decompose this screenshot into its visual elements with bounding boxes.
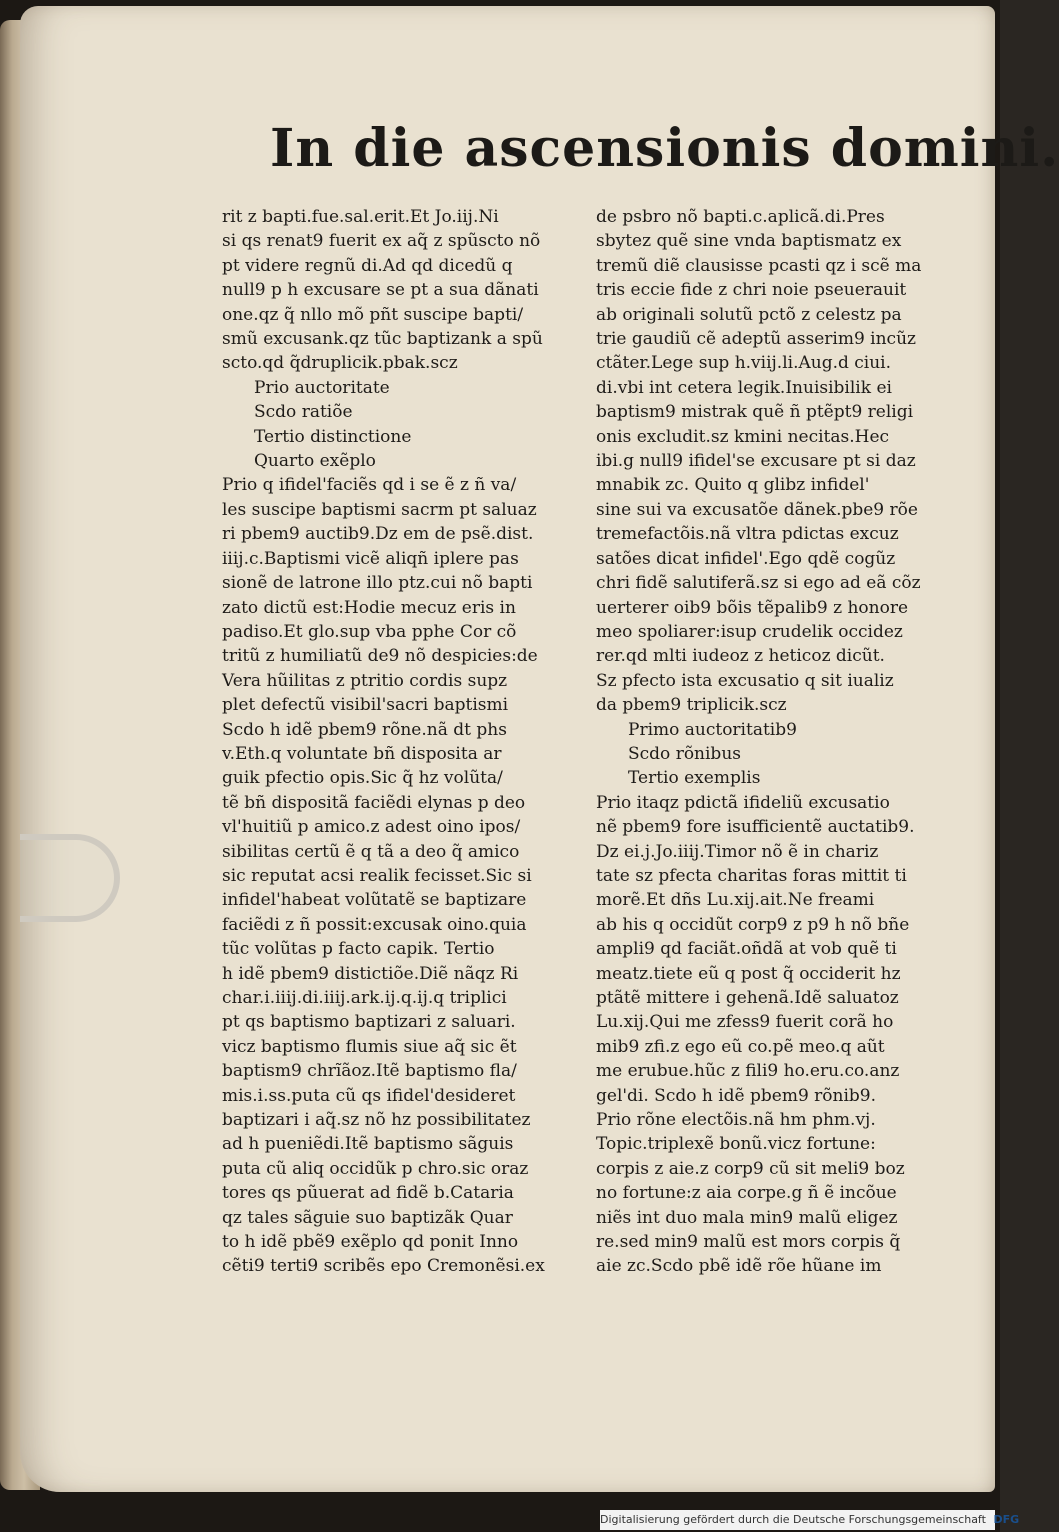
text-line: vicz baptismo flumis siue aq̃ sic ẽt xyxy=(222,1036,517,1057)
text-line: ampli9 qd faciãt.oñdã at vob quẽ ti xyxy=(596,939,897,960)
page-heading: In die ascensionis domini. xyxy=(270,118,1059,179)
text-line: smũ excusank.qz tũc baptizank a spũ xyxy=(222,329,543,350)
text-line: da pbem9 triplicik.scz xyxy=(596,695,787,716)
text-line: Scdo h idẽ pbem9 rõne.nã dt phs xyxy=(222,719,507,740)
text-line: Prio auctoritate xyxy=(254,377,390,398)
text-line: rit z bapti.fue.sal.erit.Et Jo.iij.Ni xyxy=(222,207,499,227)
text-line: morẽ.Et dñs Lu.xij.ait.Ne freami xyxy=(596,890,875,911)
text-line: me erubue.hũc z fili9 ho.eru.co.anz xyxy=(596,1061,900,1082)
text-line: zato dictũ est:Hodie mecuz eris in xyxy=(222,597,516,618)
text-line: ad h pueniẽdi.Itẽ baptismo sãguis xyxy=(222,1134,514,1155)
text-line: tores qs pũuerat ad fidẽ b.Cataria xyxy=(222,1183,514,1204)
text-line: aie zc.Scdo pbẽ idẽ rõe hũane im xyxy=(596,1256,882,1277)
text-line: infidel'habeat volũtatẽ se baptizare xyxy=(222,890,527,911)
text-line: baptism9 chrĩãoz.Itẽ baptismo fla/ xyxy=(222,1061,517,1082)
text-line: nẽ pbem9 fore isufficientẽ auctatib9. xyxy=(596,817,915,838)
text-line: Topic.triplexẽ bonũ.vicz fortune: xyxy=(596,1134,876,1155)
text-line: Tertio distinctione xyxy=(254,426,412,447)
text-line: Quarto exẽplo xyxy=(254,451,376,472)
text-line: tremũ diẽ clausisse pcasti qz i scẽ ma xyxy=(596,255,922,276)
footer-credit-text: Digitalisierung gefördert durch die Deutsche Forschungsgemeinschaft xyxy=(600,1513,986,1526)
text-line: ab his q occidũt corp9 z p9 h nõ bñe xyxy=(596,914,910,935)
text-line: Lu.xij.Qui me zfess9 fuerit corã ho xyxy=(596,1012,894,1033)
text-line: tris eccie fide z chri noie pseuerauit xyxy=(596,280,907,301)
text-line: uerterer oib9 bõis tẽpalib9 z honore xyxy=(596,597,909,618)
footer-credit-bar xyxy=(600,1510,1020,1530)
text-line: null9 p h excusare se pt a sua dãnati xyxy=(222,280,539,301)
text-line: tremefactõis.nã vltra pdictas excuz xyxy=(596,524,899,545)
text-line: Prio q ifidel'faciẽs qd i se ẽ z ñ va/ xyxy=(222,475,517,496)
text-line: ab originali solutũ pctõ z celestz pa xyxy=(596,304,902,325)
text-line: tẽ bñ dispositã faciẽdi elynas p deo xyxy=(222,792,526,813)
text-line: baptism9 mistrak quẽ ñ ptẽpt9 religi xyxy=(596,402,914,423)
text-line: Tertio exemplis xyxy=(628,768,761,789)
text-line: les suscipe baptismi sacrm pt saluaz xyxy=(222,499,537,520)
text-line: tate sz pfecta charitas foras mittit ti xyxy=(596,865,907,886)
text-line: iiij.c.Baptismi vicẽ aliqñ iplere pas xyxy=(222,548,519,569)
text-line: mnabik zc. Quito q glibz infidel' xyxy=(596,475,870,496)
text-line: puta cũ aliq occidũk p chro.sic oraz xyxy=(222,1158,529,1179)
text-line: v.Eth.q voluntate bñ disposita ar xyxy=(222,743,502,764)
text-line: Primo auctoritatib9 xyxy=(628,719,797,740)
text-line: sic reputat acsi realik fecisset.Sic si xyxy=(222,865,532,886)
text-line: Prio rõne electõis.nã hm phm.vj. xyxy=(596,1110,876,1131)
text-line: qz tales sãguie suo baptizãk Quar xyxy=(222,1207,513,1228)
text-line: re.sed min9 malũ est mors corpis q̃ xyxy=(596,1232,901,1253)
text-line: plet defectũ visibil'sacri baptismi xyxy=(222,695,509,716)
text-line: sionẽ de latrone illo ptz.cui nõ bapti xyxy=(222,573,533,594)
text-line: ctãter.Lege sup h.viij.li.Aug.d ciui. xyxy=(596,353,892,374)
text-line: mib9 zfi.z ego eũ co.pẽ meo.q aũt xyxy=(596,1036,885,1057)
text-line: sbytez quẽ sine vnda baptismatz ex xyxy=(596,231,902,252)
text-line: meatz.tiete eũ q post q̃ occiderit hz xyxy=(596,963,901,984)
text-line: Scdo rõnibus xyxy=(628,743,741,764)
text-line: ri pbem9 auctib9.Dz em de psẽ.dist. xyxy=(222,524,534,545)
page-clip xyxy=(20,834,120,922)
text-line: no fortune:z aia corpe.g ñ ẽ incõue xyxy=(596,1183,897,1204)
text-line: padiso.Et glo.sup vba pphe Cor cõ xyxy=(222,621,517,642)
text-line: one.qz q̃ nllo mõ pñt suscipe bapti/ xyxy=(222,304,524,325)
text-line: corpis z aie.z corp9 cũ sit meli9 boz xyxy=(596,1158,905,1179)
text-line: scto.qd q̃druplicik.pbak.scz xyxy=(222,353,458,374)
text-line: si qs renat9 fuerit ex aq̃ z spũscto nõ xyxy=(222,231,541,252)
left-text-column xyxy=(222,205,577,1279)
text-line: char.i.iiij.di.iiij.ark.ij.q.ij.q triplici xyxy=(222,988,507,1008)
text-line: trie gaudiũ cẽ adeptũ asserim9 incũz xyxy=(596,329,916,350)
text-line: de psbro nõ bapti.c.aplicã.di.Pres xyxy=(596,207,885,227)
text-line: Dz ei.j.Jo.iiij.Timor nõ ẽ in chariz xyxy=(596,841,879,862)
text-line: h idẽ pbem9 distictiõe.Diẽ nãqz Ri xyxy=(222,963,519,984)
text-line: onis excludit.sz kmini necitas.Hec xyxy=(596,426,890,447)
text-line: vl'huitiũ p amico.z adest oino ipos/ xyxy=(222,817,521,838)
text-line: guik pfectio opis.Sic q̃ hz volũta/ xyxy=(222,768,503,789)
text-line: meo spoliarer:isup crudelik occidez xyxy=(596,621,903,642)
text-line: mis.i.ss.puta cũ qs ifidel'desideret xyxy=(222,1085,516,1106)
text-line: cẽti9 terti9 scribẽs epo Cremonẽsi.ex xyxy=(222,1256,545,1277)
right-text-column xyxy=(596,205,960,1279)
text-line: sine sui va excusatõe dãnek.pbe9 rõe xyxy=(596,499,918,520)
text-line: tũc volũtas p facto capik. Tertio xyxy=(222,939,495,960)
text-line: pt videre regnũ di.Ad qd dicedũ q xyxy=(222,255,513,276)
text-line: baptizari i aq̃.sz nõ hz possibilitatez xyxy=(222,1110,531,1131)
text-line: sibilitas certũ ẽ q tã a deo q̃ amico xyxy=(222,841,520,862)
text-line: ibi.g null9 ifidel'se excusare pt si daz xyxy=(596,451,916,472)
text-line: di.vbi int cetera legik.Inuisibilik ei xyxy=(596,377,892,398)
text-line: gel'di. Scdo h idẽ pbem9 rõnib9. xyxy=(596,1085,877,1106)
text-line: niẽs int duo mala min9 malũ eligez xyxy=(596,1207,898,1228)
text-line: Prio itaqz pdictã ifideliũ excusatio xyxy=(596,792,890,813)
text-line: faciẽdi z ñ possit:excusak oino.quia xyxy=(222,914,527,935)
text-line: chri fidẽ salutiferã.sz si ego ad eã cõz xyxy=(596,573,921,594)
text-line: Scdo ratiõe xyxy=(254,402,353,423)
text-line: rer.qd mlti iudeoz z heticoz dicũt. xyxy=(596,646,885,667)
text-line: pt qs baptismo baptizari z saluari. xyxy=(222,1012,516,1033)
text-line: ptãtẽ mittere i gehenã.Idẽ saluatoz xyxy=(596,988,899,1008)
text-line: satões dicat infidel'.Ego qdẽ cogũz xyxy=(596,548,896,569)
text-line: Sz pfecto ista excusatio q sit iualiz xyxy=(596,670,894,691)
dfg-logo-icon: DFG xyxy=(993,1513,1020,1526)
text-line: Vera hũilitas z ptritio cordis supz xyxy=(222,670,508,691)
text-line: tritũ z humiliatũ de9 nõ despicies:de xyxy=(222,646,538,667)
text-line: to h idẽ pbẽ9 exẽplo qd ponit Inno xyxy=(222,1232,519,1253)
